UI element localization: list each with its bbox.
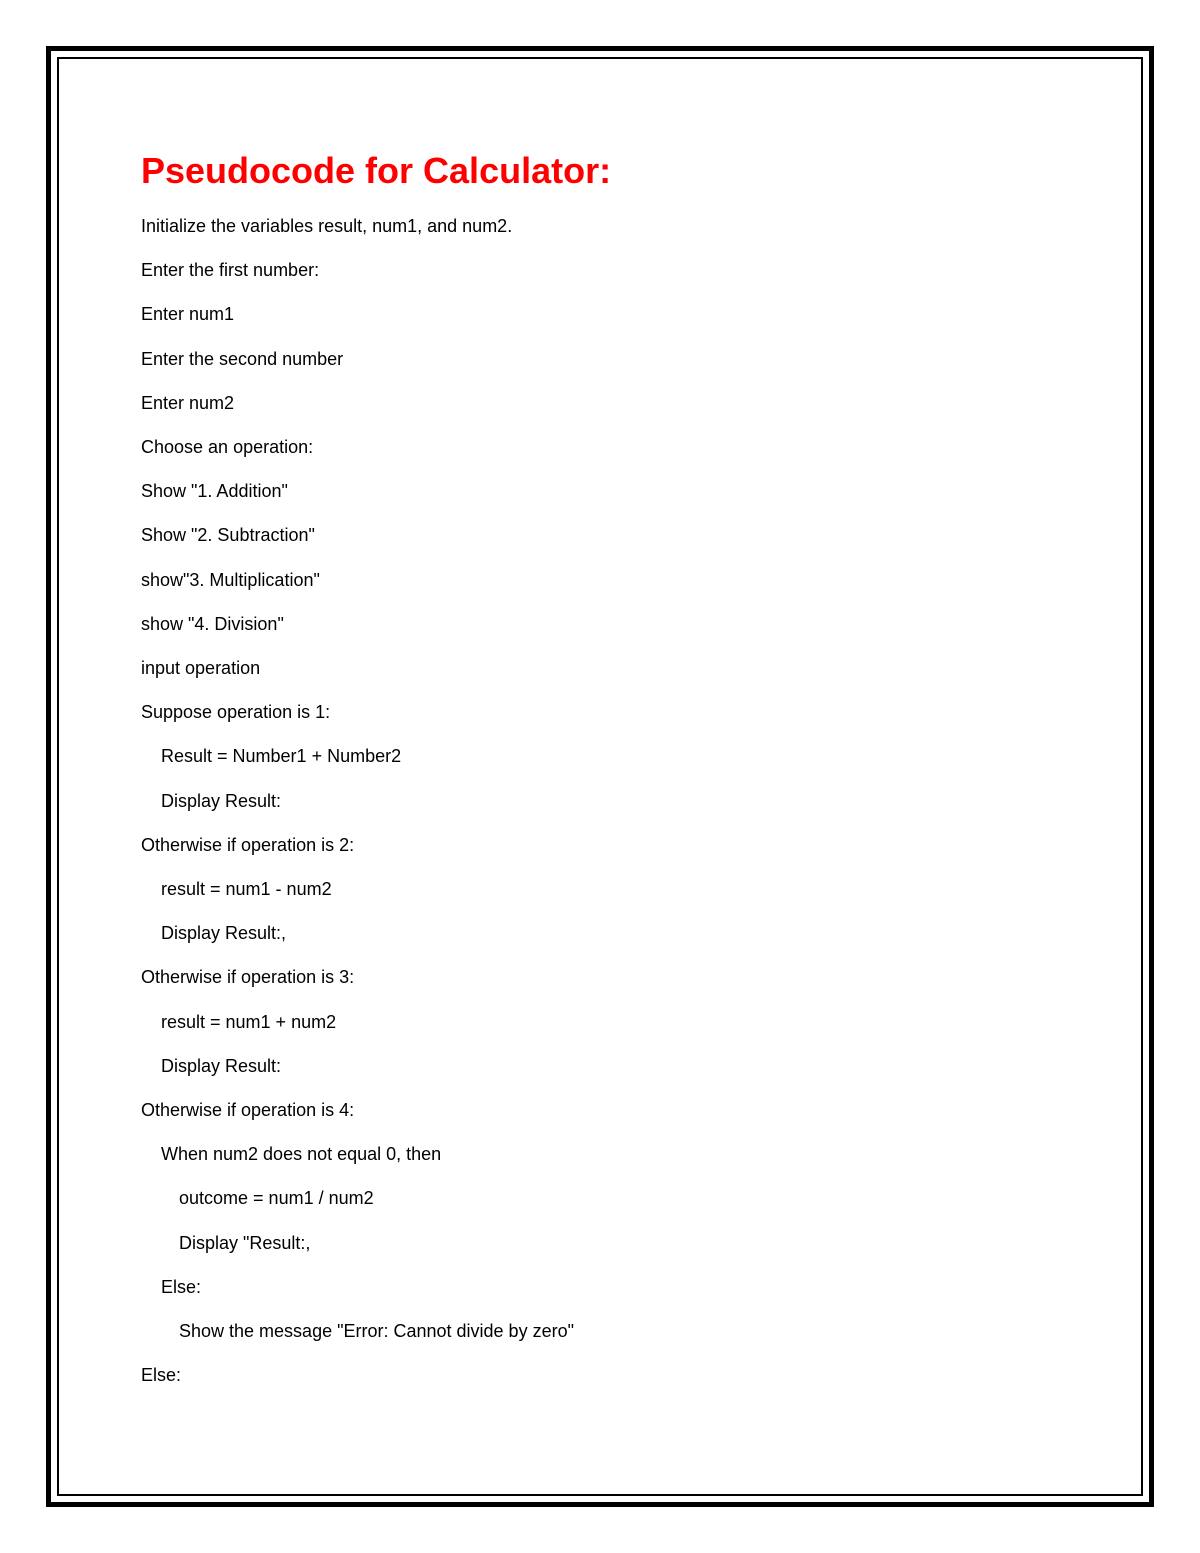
pseudocode-line: Enter the first number: (141, 260, 320, 281)
pseudocode-line: Display Result: (161, 1055, 282, 1076)
pseudocode-line: Else: (161, 1276, 202, 1297)
pseudocode-line: show"3. Multiplication" (141, 569, 320, 590)
pseudocode-line: Result = Number1 + Number2 (161, 746, 402, 767)
pseudocode-line: Otherwise if operation is 2: (141, 834, 355, 855)
pseudocode-line: result = num1 + num2 (161, 1011, 337, 1032)
pseudocode-line: Display "Result:, (179, 1232, 311, 1253)
pseudocode-line: Display Result:, (161, 923, 287, 944)
pseudocode-line: Otherwise if operation is 3: (141, 967, 355, 988)
pseudocode-line: Enter the second number (141, 348, 344, 369)
document-body (141, 146, 1101, 1397)
pseudocode-line: Else: (141, 1365, 182, 1386)
pseudocode-line: outcome = num1 / num2 (179, 1188, 374, 1209)
pseudocode-line: result = num1 - num2 (161, 879, 332, 900)
pseudocode-line: Enter num1 (141, 304, 235, 325)
pseudocode-line: Otherwise if operation is 4: (141, 1100, 355, 1121)
pseudocode-line: Show the message "Error: Cannot divide by zero" (179, 1321, 574, 1342)
pseudocode-lines (141, 204, 1101, 1397)
pseudocode-line: Initialize the variables result, num1, and num2. (141, 216, 513, 236)
pseudocode-line: Display Result: (161, 790, 282, 811)
pseudocode-line: Show "2. Subtraction" (141, 525, 315, 546)
pseudocode-line: Show "1. Addition" (141, 481, 288, 502)
pseudocode-line: show "4. Division" (141, 613, 284, 634)
pseudocode-line: Suppose operation is 1: (141, 702, 331, 723)
document-title: Pseudocode for Calculator: (141, 150, 612, 191)
pseudocode-line: Enter num2 (141, 392, 235, 413)
pseudocode-line: input operation (141, 658, 261, 679)
pseudocode-line: Choose an operation: (141, 437, 314, 458)
pseudocode-line: When num2 does not equal 0, then (161, 1144, 442, 1165)
